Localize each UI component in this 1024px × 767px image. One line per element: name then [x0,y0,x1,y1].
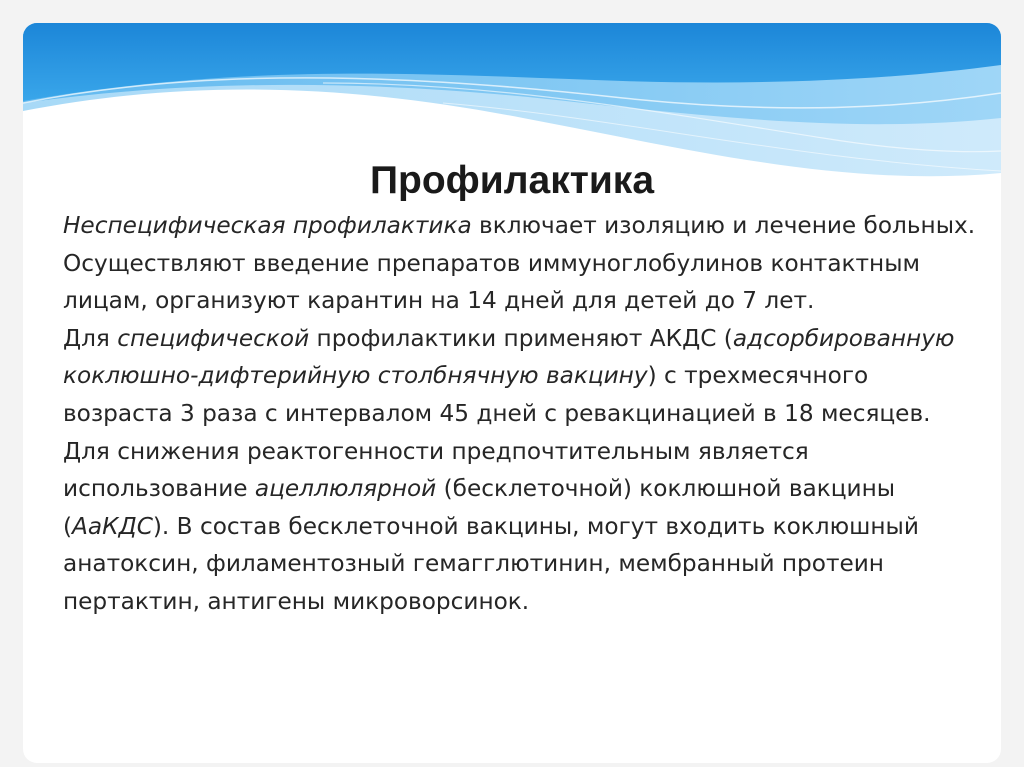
text-run: профилактики применяют АКДС ( [309,324,733,352]
text-run: Для [63,324,118,352]
italic-term: АаКДС [72,512,153,540]
text-run: ). В состав бесклеточной вакцины, могут входить коклюшный анатоксин, филаментозный гемагглютинин, мембранный протеин пертактин, антигены микроворсинок. [63,512,919,615]
italic-term: специфической [117,324,310,352]
paragraph-specific-prophylaxis [63,320,978,621]
italic-term: ацеллюлярной [254,475,437,503]
text-run: (бесклеточной) коклюшной вакцины ( [63,475,896,540]
italic-term: адсорбированную коклюшно-дифтерийную столбнячную вакцину [63,324,955,390]
slide-title: Профилактика [369,159,655,202]
text-run: включает изоляцию и лечение больных. Осуществляют введение препаратов иммуноглобулинов контактным лицам, организуют карантин на 14 дней для детей до 7 лет. [63,212,976,315]
paragraph-nonspecific-prophylaxis [63,207,978,320]
text-run: ) с трехмесячного возраста 3 раза с интервалом 45 дней с ревакцинацией в 18 месяцев. Для снижения реактогенности предпочтительным является использование [63,362,931,503]
slide-body [63,207,978,621]
italic-term: Неспецифическая профилактика [63,212,472,239]
